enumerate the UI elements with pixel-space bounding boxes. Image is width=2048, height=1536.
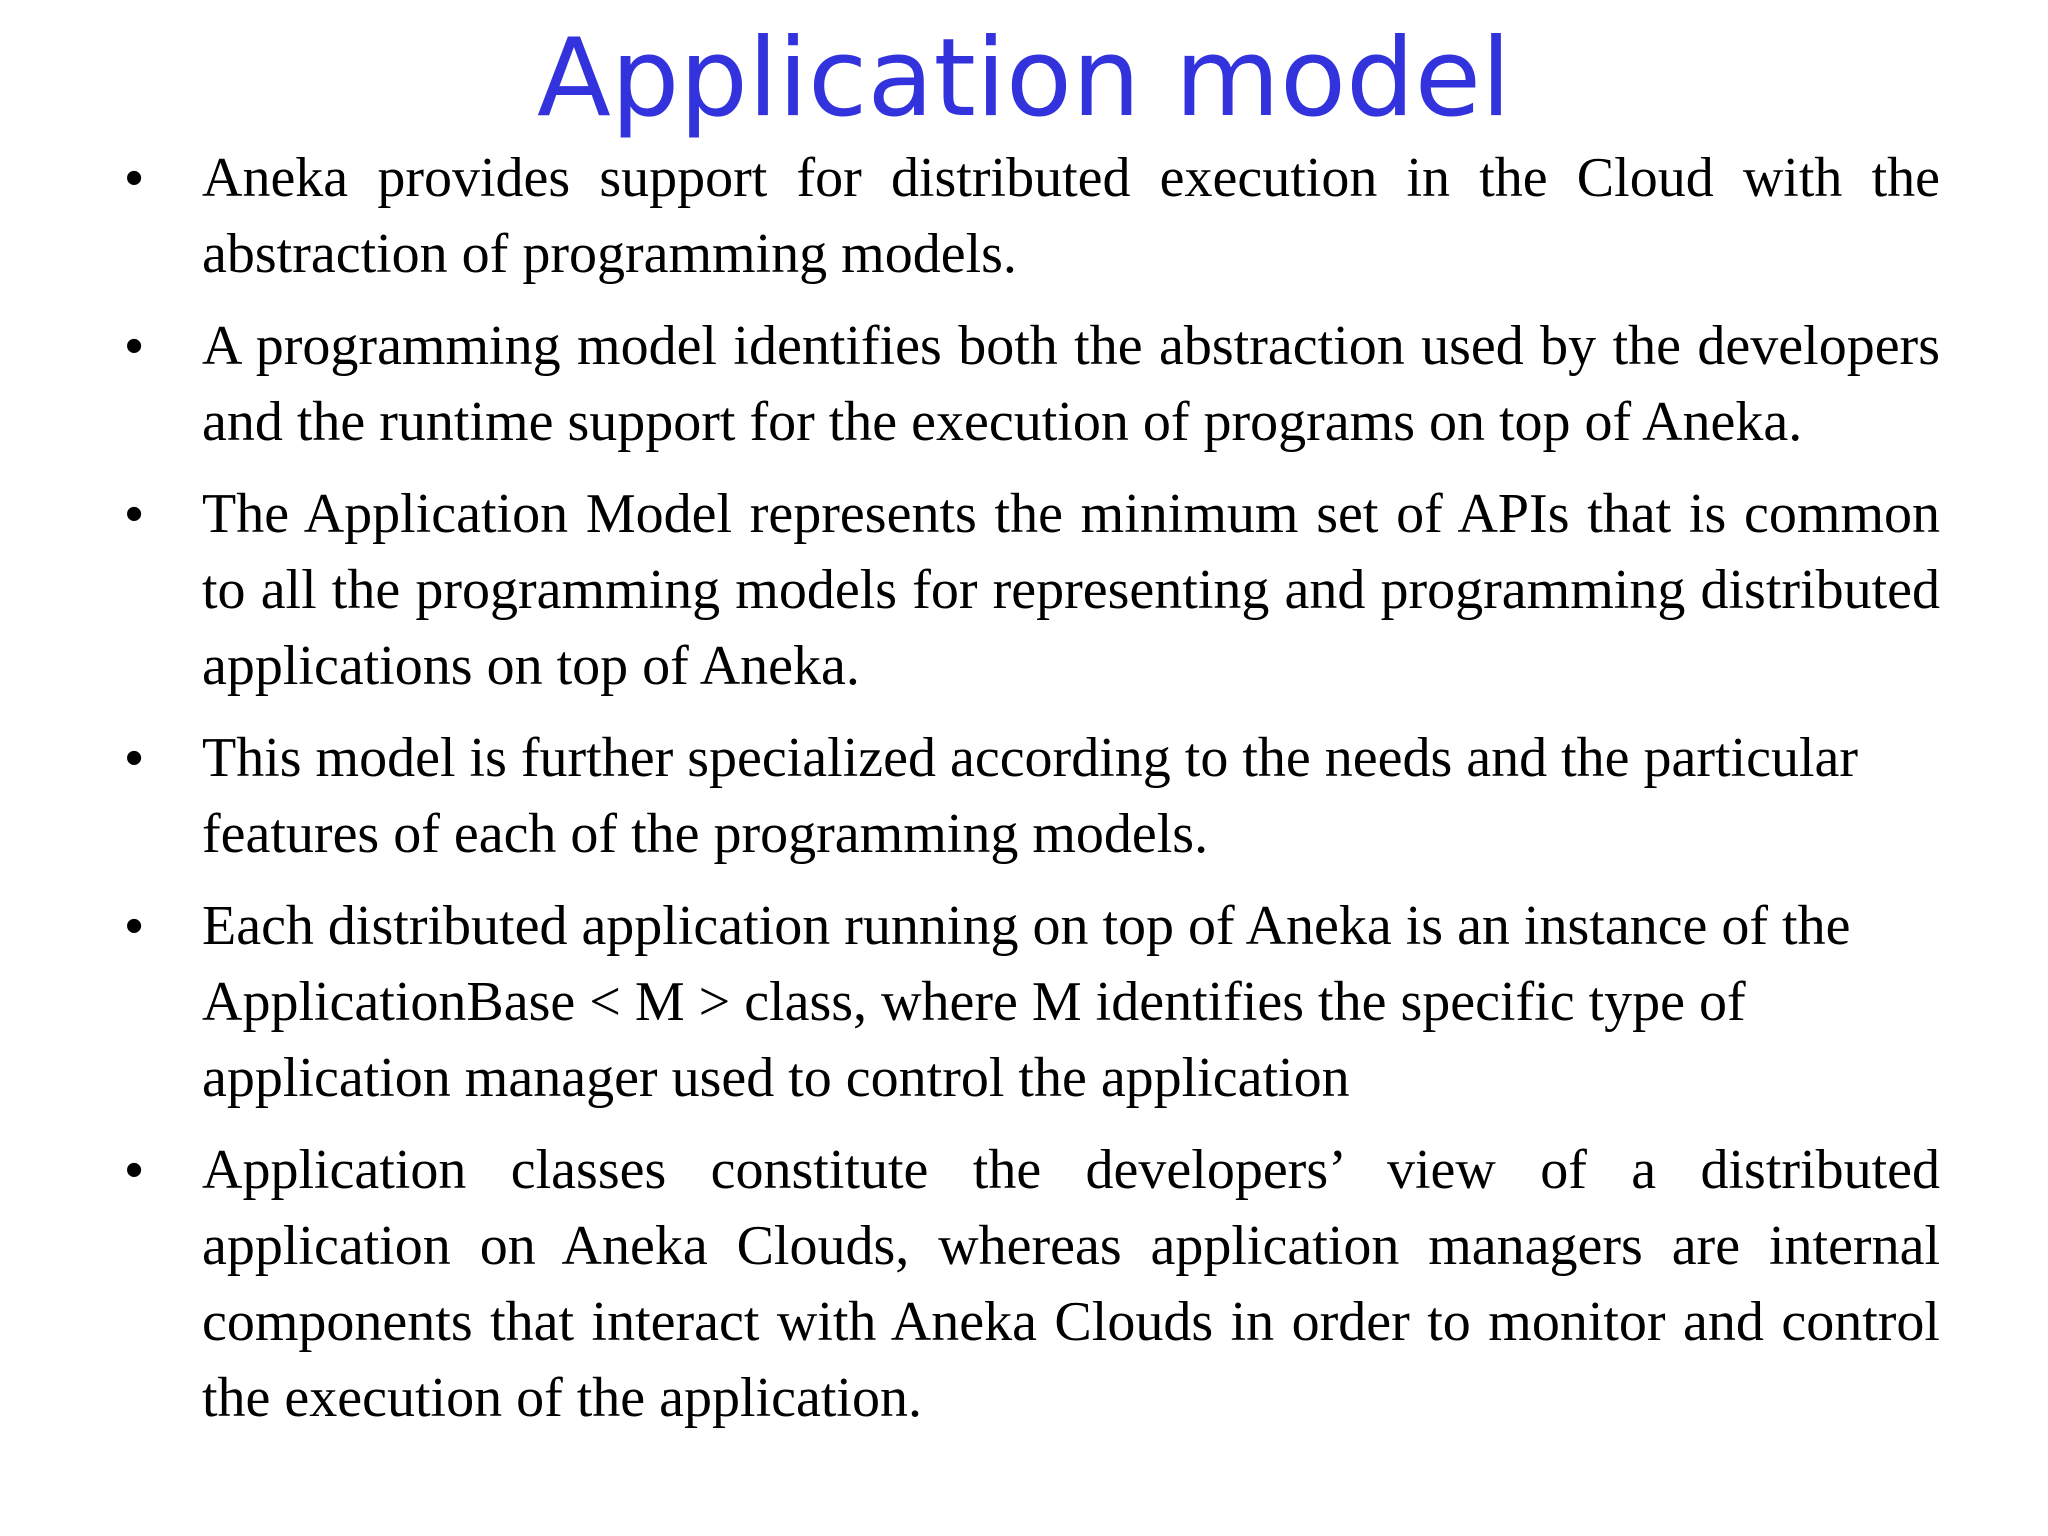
bullet-item bbox=[120, 140, 1940, 292]
bullet-icon: • bbox=[125, 317, 144, 375]
bullet-icon: • bbox=[125, 897, 144, 955]
slide-title: Application model bbox=[536, 16, 1512, 141]
bullet-icon: • bbox=[125, 729, 144, 787]
bullet-text: This model is further specialized according to the needs and the particular features of each of the programming models. bbox=[202, 727, 1859, 865]
bullet-text: The Application Model represents the minimum set of APIs that is common to all the programming models for representing and programming distributed applications on top of Aneka. bbox=[202, 483, 1940, 697]
bullet-item bbox=[120, 1132, 1940, 1436]
bullet-item bbox=[120, 720, 1940, 872]
bullet-item bbox=[120, 308, 1940, 460]
bullet-text: A programming model identifies both the abstraction used by the developers and the runtime support for the execution of programs on top of Aneka. bbox=[202, 315, 1940, 453]
bullet-icon: • bbox=[125, 149, 144, 207]
bullet-text: Aneka provides support for distributed execution in the Cloud with the abstraction of programming models. bbox=[202, 147, 1940, 285]
bullet-icon: • bbox=[125, 1141, 144, 1199]
bullet-item bbox=[120, 476, 1940, 704]
bullet-item bbox=[120, 888, 1940, 1116]
bullet-list bbox=[120, 140, 1940, 1452]
bullet-text: Each distributed application running on top of Aneka is an instance of the ApplicationBase < M > class, where M identifies the specific type of application manager used to control the application bbox=[202, 895, 1851, 1109]
bullet-text: Application classes constitute the developers’ view of a distributed application on Aneka Clouds, whereas application managers are internal components that interact with Aneka Clouds in order to monitor and control the execution of the application. bbox=[202, 1139, 1940, 1429]
bullet-icon: • bbox=[125, 485, 144, 543]
